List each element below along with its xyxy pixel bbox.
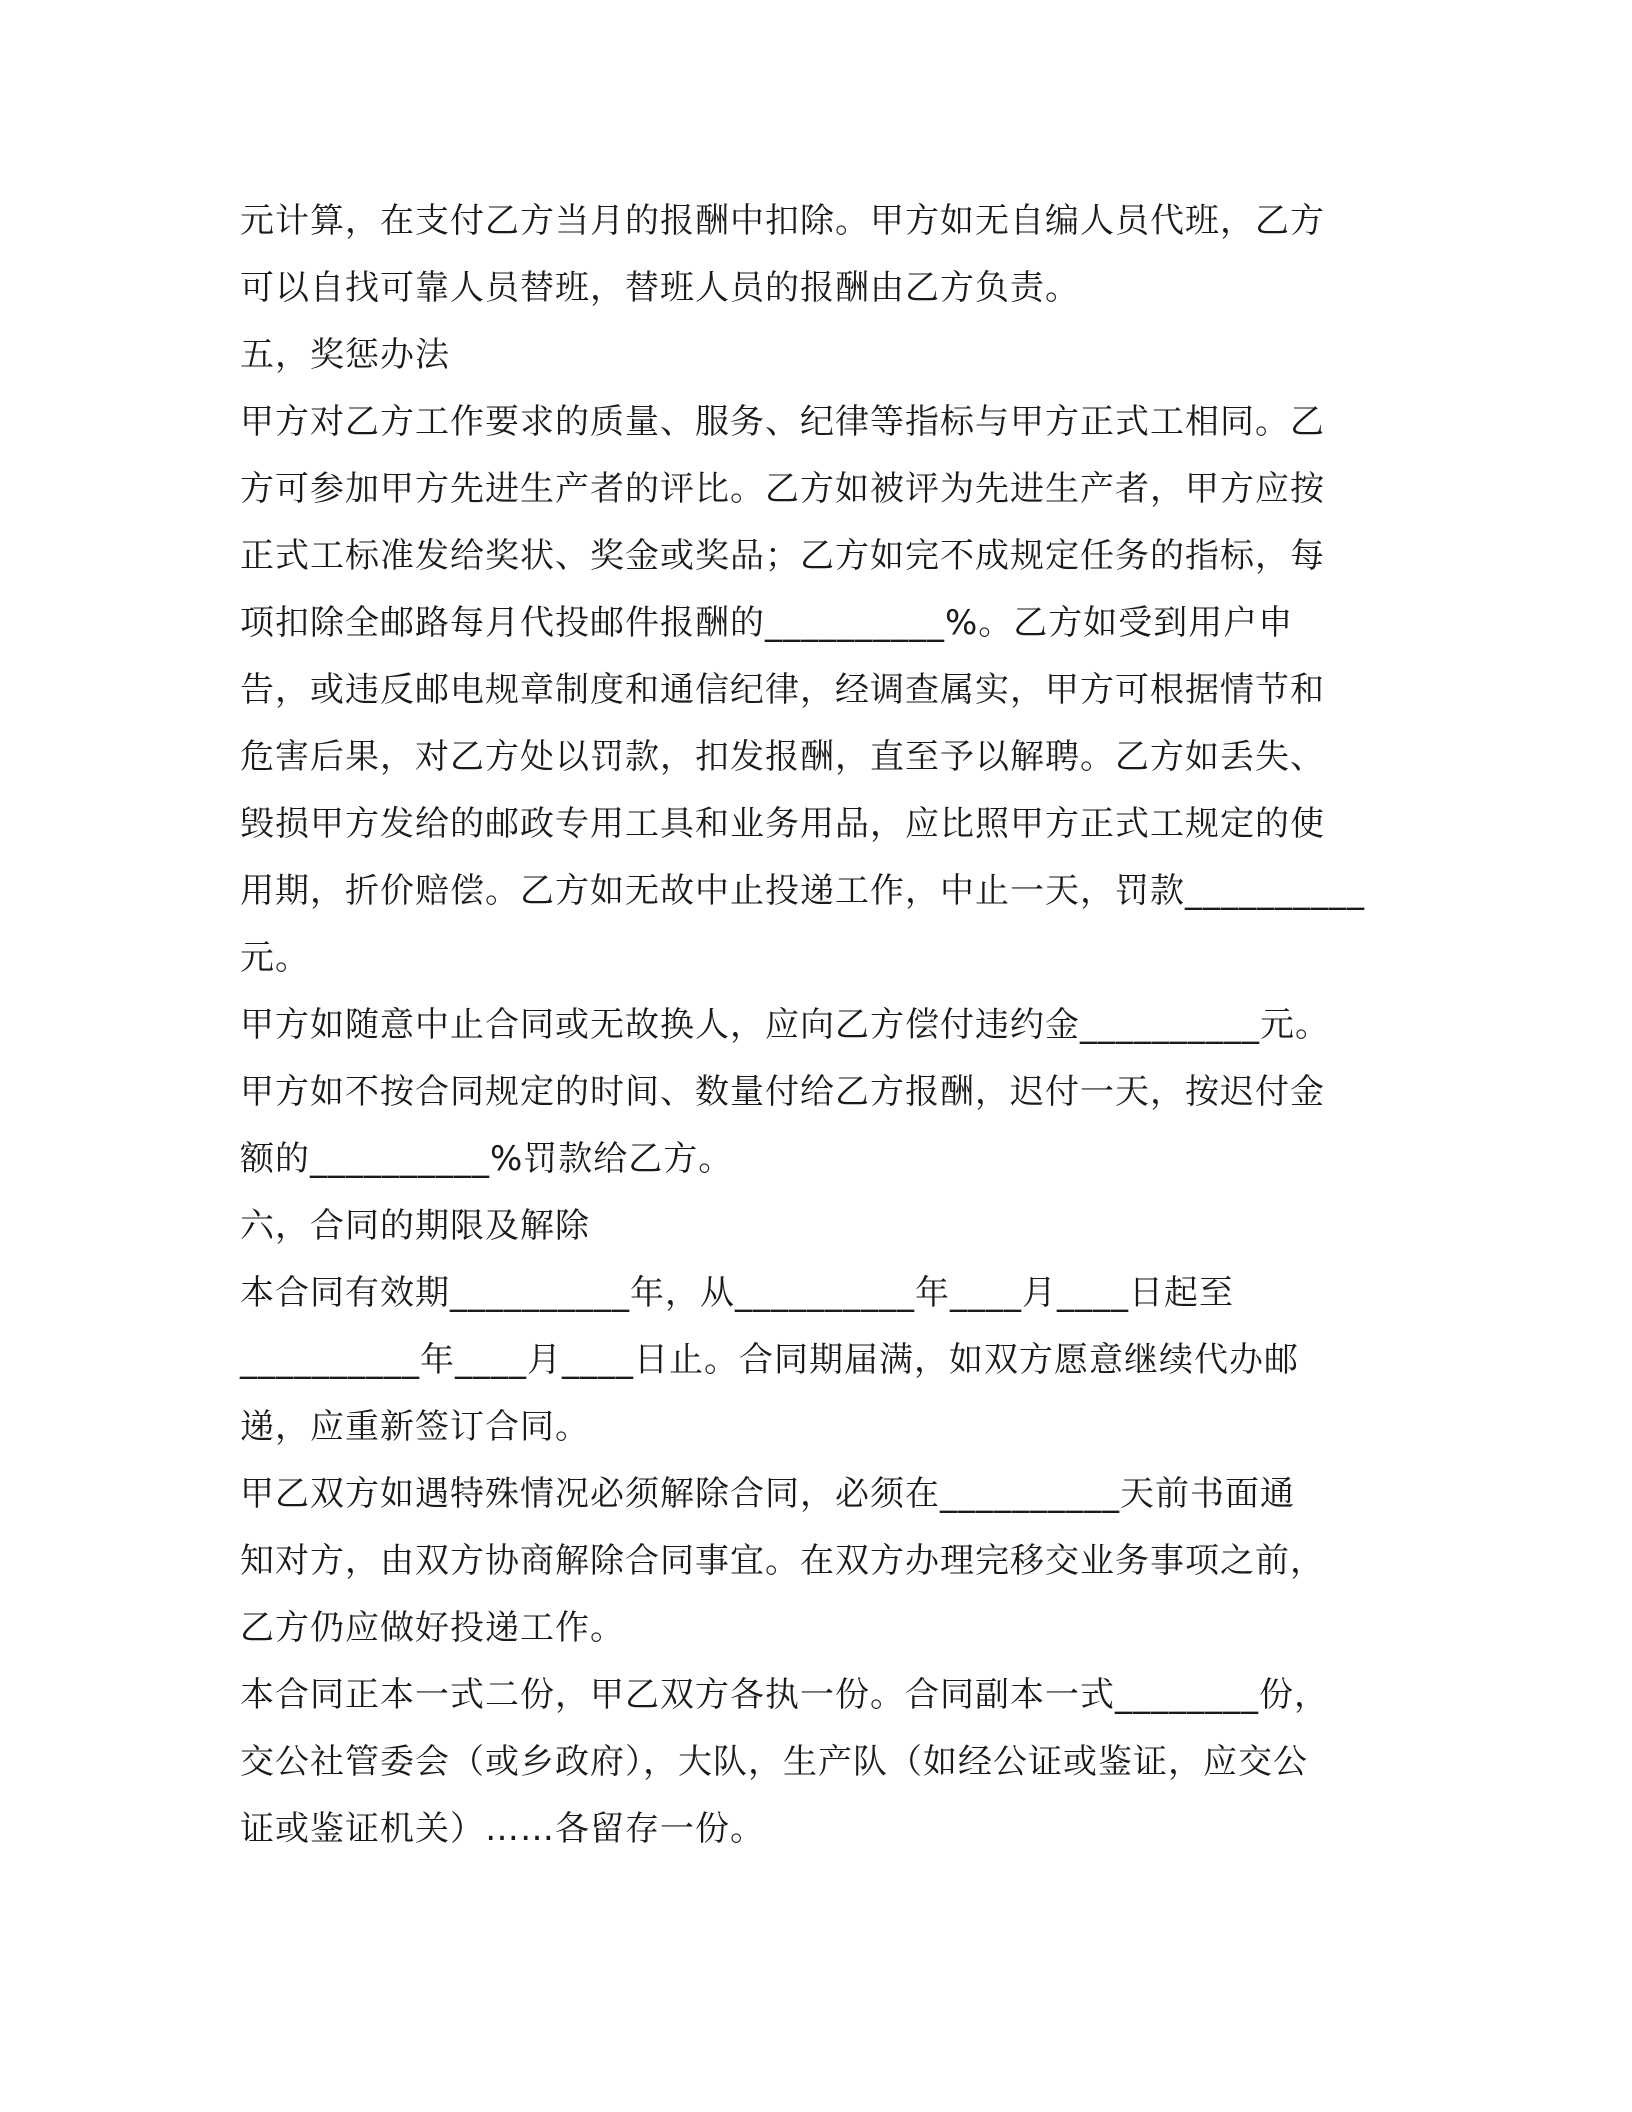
body-line-23: 本合同正本一式二份，甲乙双方各执一份。合同副本一式________份， (240, 1675, 1329, 1715)
body-line-19: 递，应重新签订合同。 (240, 1407, 590, 1447)
body-line-5: 方可参加甲方先进生产者的评比。乙方如被评为先进生产者，甲方应按 (240, 469, 1325, 509)
section-heading-rewards-penalties: 五，奖惩办法 (240, 335, 450, 375)
body-line-4: 甲方对乙方工作要求的质量、服务、纪律等指标与甲方正式工相同。乙 (240, 402, 1325, 442)
body-line-8: 告，或违反邮电规章制度和通信纪律，经调查属实，甲方可根据情节和 (240, 670, 1325, 710)
body-line-13: 甲方如随意中止合同或无故换人，应向乙方偿付违约金__________元。 (240, 1005, 1330, 1045)
body-line-21: 知对方，由双方协商解除合同事宜。在双方办理完移交业务事项之前， (240, 1541, 1325, 1581)
section-heading-term-termination: 六，合同的期限及解除 (240, 1206, 590, 1246)
body-line-20: 甲乙双方如遇特殊情况必须解除合同，必须在__________天前书面通 (240, 1474, 1295, 1514)
document-page (240, 188, 1390, 1863)
body-line-6: 正式工标准发给奖状、奖金或奖品；乙方如完不成规定任务的指标，每 (240, 536, 1325, 576)
body-line-11: 用期，折价赔偿。乙方如无故中止投递工作，中止一天，罚款__________ (240, 871, 1365, 911)
body-line-24: 交公社管委会（或乡政府），大队，生产队（如经公证或鉴证，应交公 (240, 1742, 1308, 1782)
body-line-22: 乙方仍应做好投递工作。 (240, 1608, 625, 1648)
body-line-1: 元计算，在支付乙方当月的报酬中扣除。甲方如无自编人员代班，乙方 (240, 201, 1325, 241)
body-line-9: 危害后果，对乙方处以罚款，扣发报酬，直至予以解聘。乙方如丢失、 (240, 737, 1325, 777)
body-line-2: 可以自找可靠人员替班，替班人员的报酬由乙方负责。 (240, 268, 1080, 308)
body-line-15: 额的__________%罚款给乙方。 (240, 1139, 734, 1179)
body-line-14: 甲方如不按合同规定的时间、数量付给乙方报酬，迟付一天，按迟付金 (240, 1072, 1325, 1112)
body-line-7: 项扣除全邮路每月代投邮件报酬的__________%。乙方如受到用户申 (240, 603, 1294, 643)
body-line-10: 毁损甲方发给的邮政专用工具和业务用品，应比照甲方正式工规定的使 (240, 804, 1325, 844)
body-line-17: 本合同有效期__________年，从__________年____月____日起至 (240, 1273, 1234, 1313)
body-line-25: 证或鉴证机关）……各留存一份。 (240, 1809, 765, 1849)
body-line-18: __________年____月____日止。合同期届满，如双方愿意继续代办邮 (240, 1340, 1299, 1380)
body-line-12: 元。 (240, 938, 310, 978)
